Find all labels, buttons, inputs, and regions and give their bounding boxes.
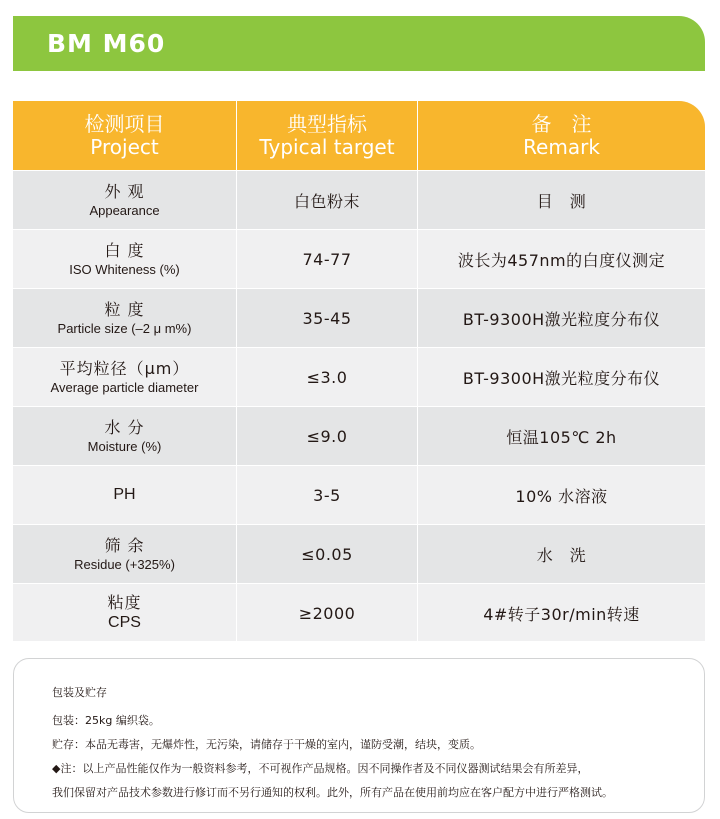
project-zh: 白 度 <box>104 240 145 260</box>
header-remark <box>418 101 705 170</box>
project-zh: 外 观 <box>104 181 145 201</box>
target-value: ≤3.0 <box>237 348 418 406</box>
note-line-packaging: 包装：25kg 编织袋。 <box>52 714 160 727</box>
remark-value: 波长为457nm的白度仪测定 <box>457 250 666 270</box>
remark-value: 水 洗 <box>536 545 587 565</box>
remark-value: 4#转子30r/min转速 <box>483 604 640 624</box>
table-row <box>13 229 705 288</box>
target-value: 3-5 <box>237 466 418 524</box>
table-row <box>13 465 705 524</box>
table-row <box>13 347 705 406</box>
note-line-disclaimer: ◆注：以上产品性能仅作为一般资料参考，不可视作产品规格。因不同操作者及不同仪器测试结果会有所差异， <box>52 762 589 775</box>
project-cell <box>13 407 237 465</box>
table-row <box>13 583 705 641</box>
header-project-zh: 检测项目 <box>84 111 165 136</box>
table-row <box>13 288 705 347</box>
project-en: Particle size (–2 μ m%) <box>57 320 192 336</box>
remark-value: 目 测 <box>536 191 587 211</box>
target-value: ≤9.0 <box>237 407 418 465</box>
project-en: ISO Whiteness (%) <box>69 261 180 277</box>
project-en: Residue (+325%) <box>74 556 175 572</box>
remark-value: 10% 水溶液 <box>515 486 608 506</box>
project-cell <box>13 466 237 524</box>
table-header-row <box>13 101 705 170</box>
target-value: 74-77 <box>237 230 418 288</box>
table-row <box>13 170 705 229</box>
project-en: CPS <box>108 614 141 631</box>
project-en: Average particle diameter <box>50 379 199 395</box>
header-remark-en: Remark <box>523 134 600 159</box>
project-zh: 平均粒径（μm） <box>59 358 190 378</box>
remark-value: BT-9300H激光粒度分布仪 <box>462 368 661 388</box>
project-zh: 粒 度 <box>104 299 145 319</box>
note-line-rights: 我们保留对产品技术参数进行修订而不另行通知的权利。此外，所有产品在使用前均应在客户配方中进行严格测试。 <box>52 786 613 799</box>
header-target-en: Typical target <box>259 134 395 159</box>
project-cell <box>13 525 237 583</box>
header-project <box>13 101 237 170</box>
header-target-zh: 典型指标 <box>287 111 367 136</box>
table-row <box>13 406 705 465</box>
project-zh: 水 分 <box>104 417 145 437</box>
title-banner <box>13 16 705 71</box>
header-remark-zh: 备 注 <box>531 111 592 136</box>
project-cell <box>13 584 237 641</box>
table-row <box>13 524 705 583</box>
remark-value: BT-9300H激光粒度分布仪 <box>462 309 661 329</box>
spec-table <box>13 101 705 641</box>
target-value: ≥2000 <box>237 584 418 641</box>
project-en: PH <box>113 486 136 503</box>
project-en: Appearance <box>89 202 160 218</box>
header-project-en: Project <box>90 134 159 159</box>
product-title: BM M60 <box>47 29 166 58</box>
header-typical-target <box>237 101 418 170</box>
target-value: 白色粉末 <box>237 171 418 229</box>
project-cell <box>13 230 237 288</box>
target-value: ≤0.05 <box>237 525 418 583</box>
note-line-storage: 贮存：本品无毒害，无爆炸性，无污染，请储存于干燥的室内，谨防受潮，结块，变质。 <box>52 738 481 751</box>
project-cell <box>13 348 237 406</box>
notes-heading: 包装及贮存 <box>52 686 107 699</box>
project-cell <box>13 289 237 347</box>
project-zh: 粘度 <box>107 593 142 612</box>
project-en: Moisture (%) <box>87 438 162 454</box>
remark-value: 恒温105℃ 2h <box>506 427 617 447</box>
project-cell <box>13 171 237 229</box>
target-value: 35-45 <box>237 289 418 347</box>
notes-box <box>13 658 705 813</box>
project-zh: 筛 余 <box>104 535 145 555</box>
